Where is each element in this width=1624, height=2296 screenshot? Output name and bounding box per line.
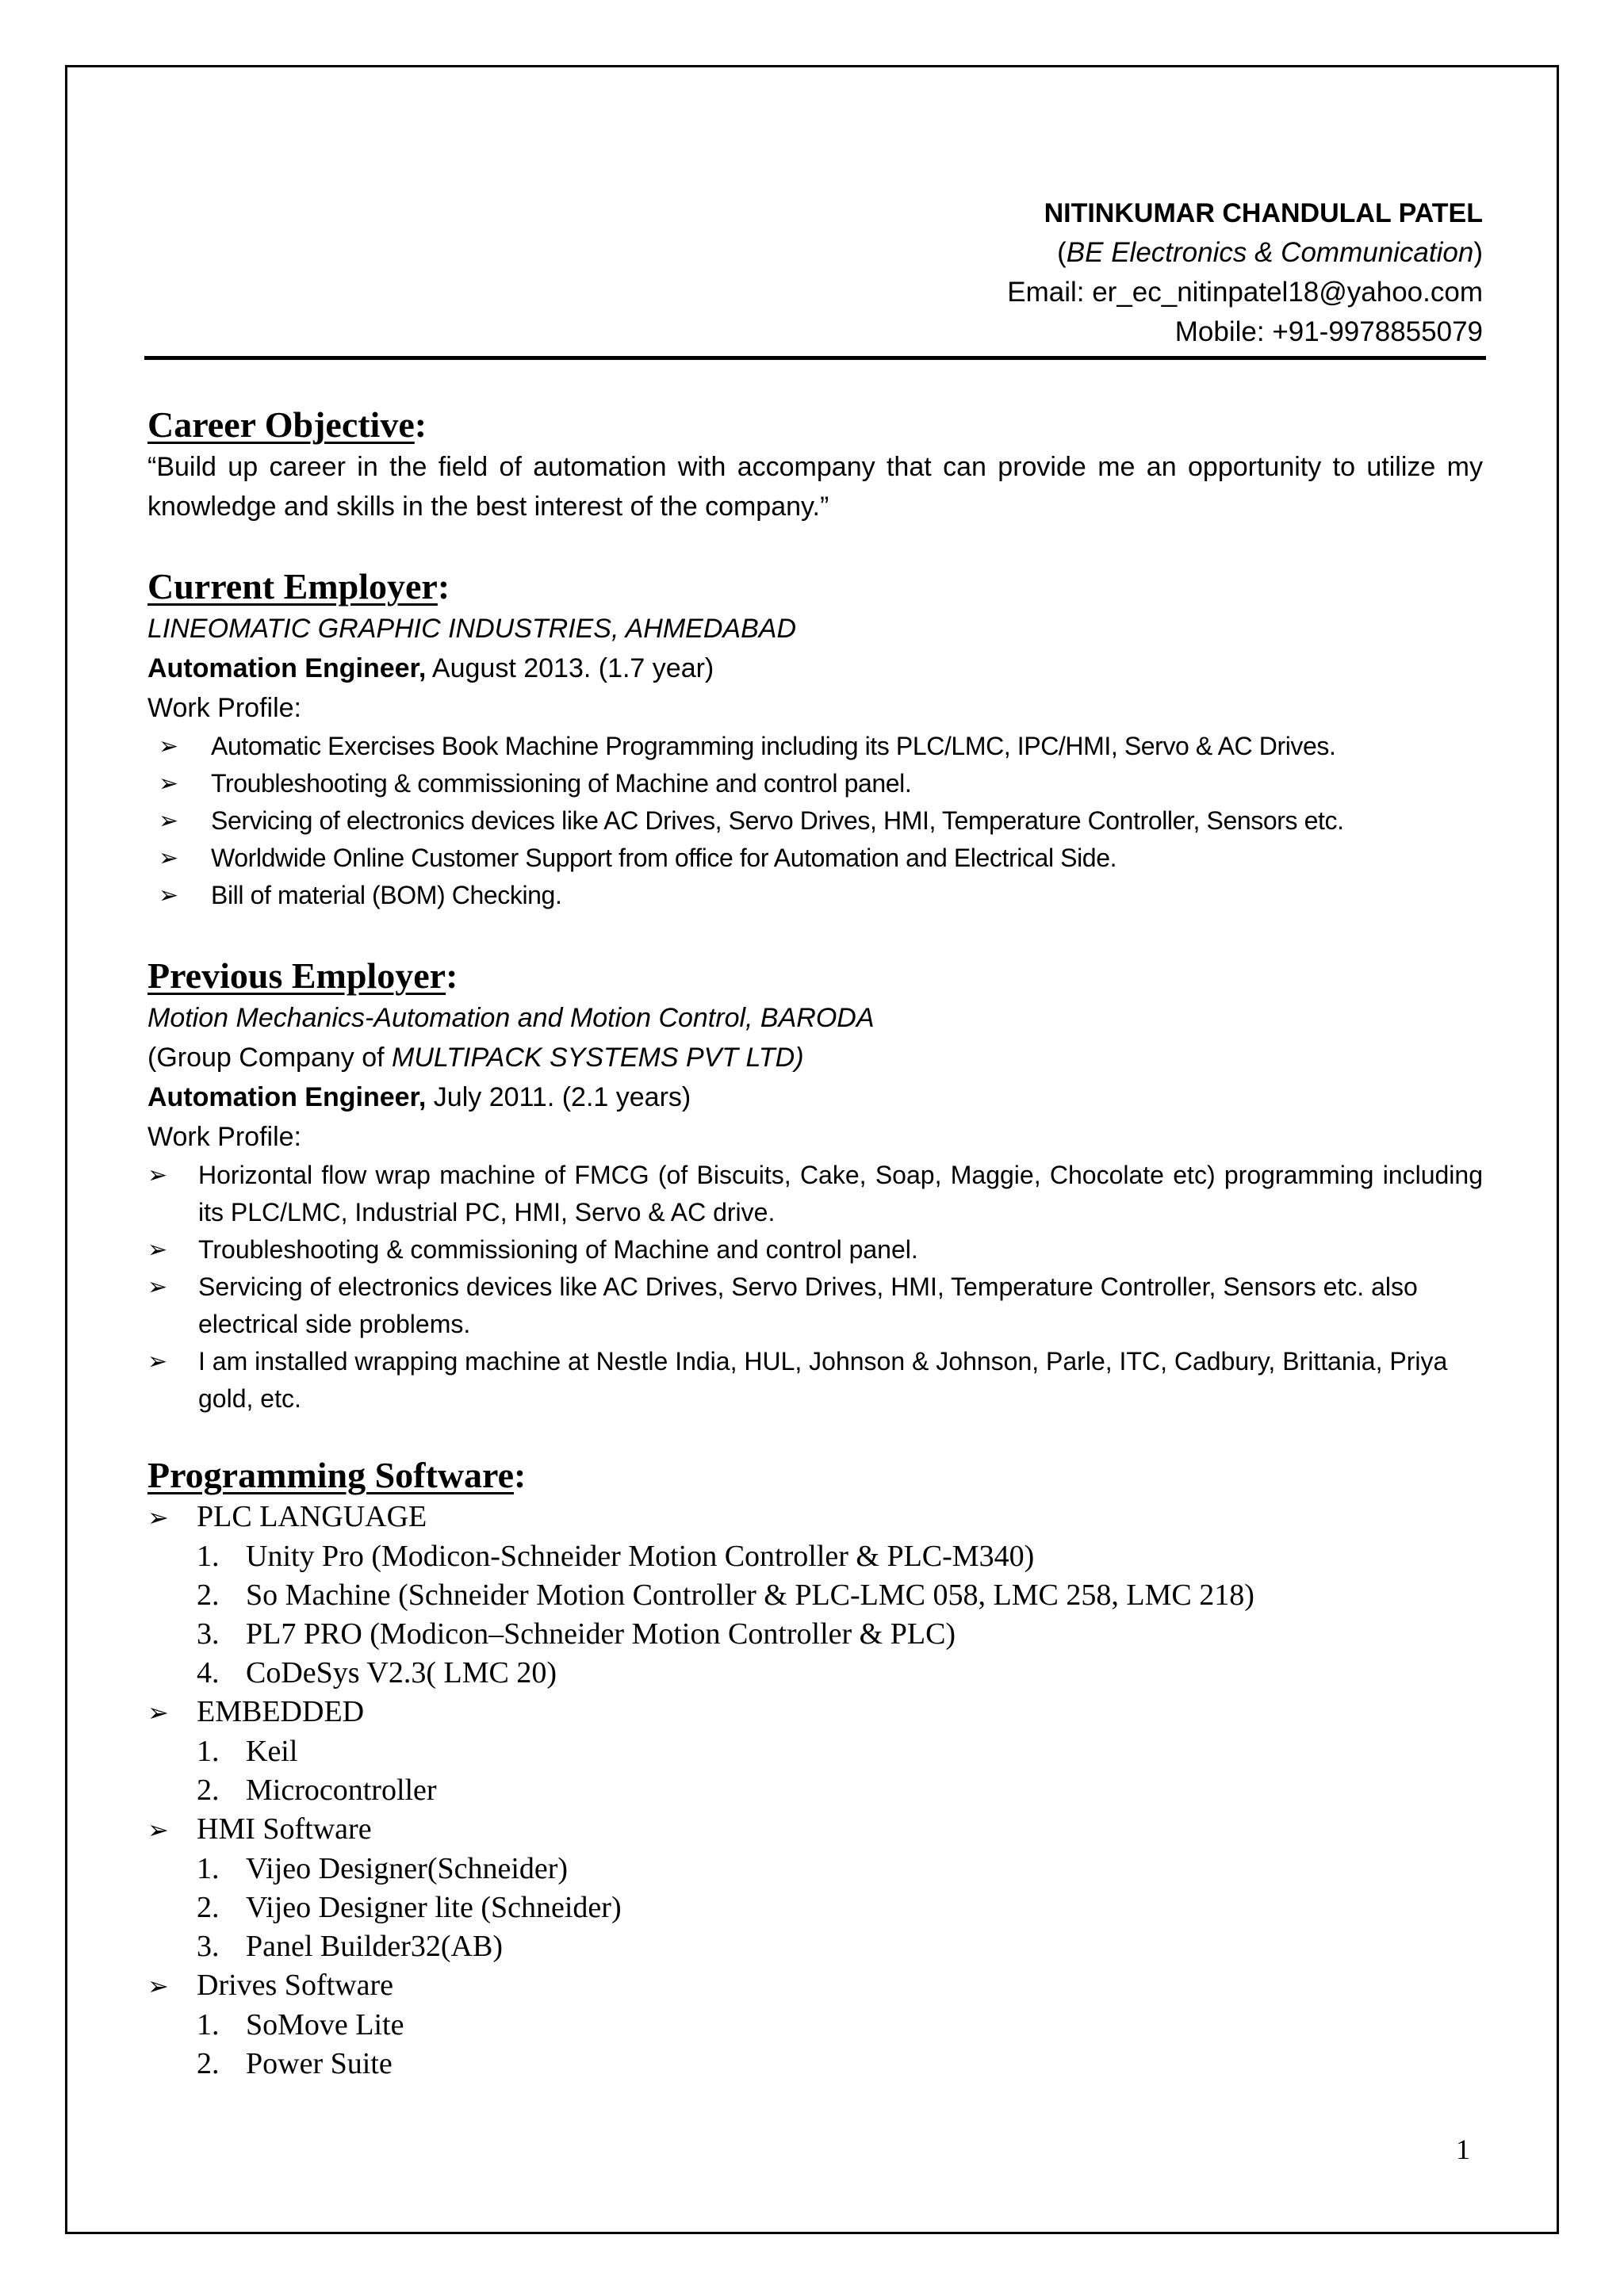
career-objective-text: “Build up career in the field of automation with accompany that can provide me an opportunity to utilize my knowledge and skills in the best interest of the company.” [147, 452, 1483, 522]
list-item: 3. Panel Builder32(AB) [197, 1930, 504, 1963]
list-item: ➢ Servicing of electronics devices like AC Drives, Servo Drives, HMI, Temperature Controller, Sensors etc. also electrical side problems. [147, 1269, 1483, 1343]
software-group-embedded [147, 1693, 1483, 1810]
arrow-bullet-icon: ➢ [159, 845, 178, 871]
arrow-bullet-icon: ➢ [147, 1349, 168, 1375]
list-item: 2. So Machine (Schneider Motion Controller & PLC-LMC 058, LMC 258, LMC 218) [197, 1578, 1254, 1612]
list-item: ➢ Worldwide Online Customer Support from office for Automation and Electrical Side. [147, 840, 1483, 877]
arrow-bullet-icon: ➢ [147, 1816, 169, 1844]
software-group-drives [147, 1966, 1483, 2084]
career-objective-section [147, 403, 1483, 526]
arrow-bullet-icon: ➢ [147, 1237, 168, 1263]
list-item: 1. Vijeo Designer(Schneider) [197, 1852, 569, 1885]
previous-employer-section [147, 954, 1483, 1418]
list-item: 2. Microcontroller [197, 1774, 437, 1807]
list-item: ➢ Troubleshooting & commissioning of Machine and control panel. [147, 1231, 1483, 1269]
software-group-title: ➢ HMI Software [147, 1810, 1483, 1850]
software-group-plc [147, 1498, 1483, 1693]
software-group-hmi [147, 1810, 1483, 1966]
previous-company: Motion Mechanics-Automation and Motion Control, BARODA [147, 1003, 875, 1033]
section-heading: Previous Employer: [147, 955, 458, 996]
arrow-bullet-icon: ➢ [159, 733, 178, 760]
current-work-profile-list [147, 728, 1483, 914]
candidate-degree: (BE Electronics & Communication) [1057, 237, 1483, 268]
list-item: 2. Power Suite [197, 2047, 393, 2080]
software-group-title: ➢ Drives Software [147, 1966, 1483, 2006]
list-item: 1. Unity Pro (Modicon-Schneider Motion Controller & PLC-M340) [197, 1540, 1035, 1573]
current-role: Automation Engineer, August 2013. (1.7 year) [147, 653, 714, 683]
list-item: 1. Keil [197, 1735, 298, 1768]
previous-role: Automation Engineer, July 2011. (2.1 years) [147, 1082, 691, 1112]
software-group-title: ➢ EMBEDDED [147, 1693, 1483, 1732]
list-item: 4. CoDeSys V2.3( LMC 20) [197, 1656, 557, 1689]
software-group-title: ➢ PLC LANGUAGE [147, 1498, 1483, 1537]
arrow-bullet-icon: ➢ [159, 771, 178, 797]
list-item: 2. Vijeo Designer lite (Schneider) [197, 1891, 622, 1924]
list-item: ➢ Troubleshooting & commissioning of Machine and control panel. [147, 765, 1483, 802]
list-item: ➢ Automatic Exercises Book Machine Programming including its PLC/LMC, IPC/HMI, Servo & AC Drives. [147, 728, 1483, 765]
arrow-bullet-icon: ➢ [147, 1503, 169, 1532]
list-item: ➢ I am installed wrapping machine at Nestle India, HUL, Johnson & Johnson, Parle, ITC, Cadbury, Brittania, Priya gold, etc. [147, 1343, 1483, 1418]
arrow-bullet-icon: ➢ [147, 1274, 168, 1300]
arrow-bullet-icon: ➢ [147, 1972, 169, 2000]
section-heading: Career Objective: [147, 404, 427, 445]
list-item: ➢ Servicing of electronics devices like AC Drives, Servo Drives, HMI, Temperature Controller, Sensors etc. [147, 802, 1483, 840]
section-heading: Current Employer: [147, 566, 450, 607]
header-divider [144, 356, 1486, 360]
arrow-bullet-icon: ➢ [147, 1162, 168, 1188]
list-item: ➢ Horizontal flow wrap machine of FMCG (of Biscuits, Cake, Soap, Maggie, Chocolate etc) programming including its PLC/LMC, Industrial PC, HMI, Servo & AC drive. [147, 1157, 1483, 1231]
list-item: ➢ Bill of material (BOM) Checking. [147, 877, 1483, 914]
page-number: 1 [1456, 2133, 1470, 2165]
previous-work-profile-list [147, 1157, 1483, 1418]
arrow-bullet-icon: ➢ [159, 882, 178, 909]
contact-header [147, 193, 1483, 352]
work-profile-label: Work Profile: [147, 693, 301, 723]
work-profile-label: Work Profile: [147, 1122, 301, 1152]
current-company: LINEOMATIC GRAPHIC INDUSTRIES, AHMEDABAD [147, 614, 796, 644]
programming-software-section [147, 1453, 1483, 2084]
candidate-name: NITINKUMAR CHANDULAL PATEL [1044, 198, 1483, 228]
section-heading: Programming Software: [147, 1455, 527, 1495]
list-item: 1. SoMove Lite [197, 2008, 404, 2042]
list-item: 3. PL7 PRO (Modicon–Schneider Motion Controller & PLC) [197, 1617, 956, 1651]
arrow-bullet-icon: ➢ [159, 808, 178, 834]
previous-group: (Group Company of MULTIPACK SYSTEMS PVT LTD) [147, 1043, 804, 1073]
arrow-bullet-icon: ➢ [147, 1698, 169, 1727]
candidate-email: Email: er_ec_nitinpatel18@yahoo.com [1007, 277, 1483, 308]
current-employer-section [147, 564, 1483, 914]
candidate-mobile: Mobile: +91-9978855079 [1174, 316, 1483, 347]
